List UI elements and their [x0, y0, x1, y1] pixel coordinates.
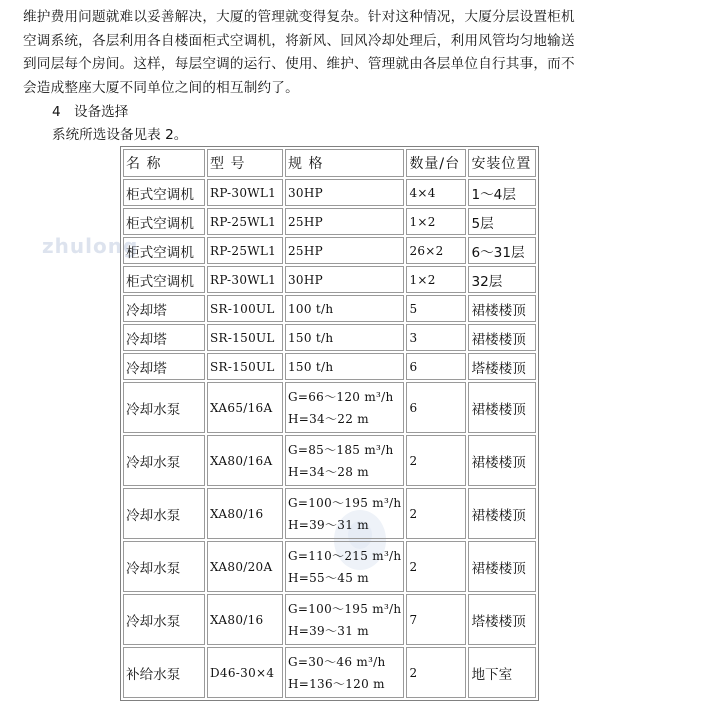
table-row — [123, 208, 536, 235]
cell-spec — [285, 295, 404, 322]
paragraph-line: 维护费用问题就难以妥善解决，大厦的管理就变得复杂。针对这种情况，大厦分层设置柜机 — [23, 9, 575, 25]
cell-model: XA65/16A — [207, 382, 283, 433]
table-header-row — [123, 149, 536, 177]
cell-name: 柜式空调机 — [123, 179, 205, 206]
table-row — [123, 237, 536, 264]
cell-name: 冷却塔 — [123, 324, 205, 351]
table-row — [123, 295, 536, 322]
cell-location: 裙楼楼顶 — [468, 541, 536, 592]
cell-location: 裙楼楼顶 — [468, 435, 536, 486]
header-qty: 数量/台 — [406, 149, 466, 177]
spec-line: G=30～46 m³/h — [288, 654, 386, 669]
cell-name: 柜式空调机 — [123, 237, 205, 264]
cell-model: RP-30WL1 — [207, 179, 283, 206]
spec-line: H=39～31 m — [288, 517, 369, 532]
cell-spec — [285, 382, 404, 433]
cell-qty: 6 — [406, 382, 466, 433]
cell-location: 塔楼楼顶 — [468, 594, 536, 645]
spec-line: 30HP — [288, 272, 324, 287]
table-row — [123, 541, 536, 592]
cell-name: 柜式空调机 — [123, 266, 205, 293]
cell-spec — [285, 179, 404, 206]
cell-model: RP-25WL1 — [207, 208, 283, 235]
spec-line: G=66～120 m³/h — [288, 389, 394, 404]
table-row — [123, 594, 536, 645]
cell-name: 补给水泵 — [123, 647, 205, 698]
spec-line: H=136～120 m — [288, 676, 385, 691]
cell-model: XA80/16 — [207, 488, 283, 539]
cell-name: 冷却水泵 — [123, 594, 205, 645]
cell-model: XA80/16A — [207, 435, 283, 486]
spec-line: 25HP — [288, 243, 324, 258]
cell-spec — [285, 435, 404, 486]
cell-model: SR-100UL — [207, 295, 283, 322]
cell-spec — [285, 266, 404, 293]
cell-location: 裙楼楼顶 — [468, 382, 536, 433]
spec-line: 25HP — [288, 214, 324, 229]
equipment-table — [120, 146, 539, 701]
table-row — [123, 382, 536, 433]
cell-location: 裙楼楼顶 — [468, 295, 536, 322]
cell-qty: 5 — [406, 295, 466, 322]
cell-model: SR-150UL — [207, 324, 283, 351]
spec-line: 150 t/h — [288, 359, 334, 374]
cell-model: SR-150UL — [207, 353, 283, 380]
cell-qty: 2 — [406, 541, 466, 592]
cell-location: 裙楼楼顶 — [468, 488, 536, 539]
cell-spec — [285, 488, 404, 539]
cell-qty: 6 — [406, 353, 466, 380]
cell-spec — [285, 541, 404, 592]
cell-name: 冷却水泵 — [123, 488, 205, 539]
watermark-text: zhulong — [42, 234, 139, 258]
cell-location: 1～4层 — [468, 179, 536, 206]
cell-name: 冷却塔 — [123, 353, 205, 380]
cell-location: 32层 — [468, 266, 536, 293]
header-location: 安装位置 — [468, 149, 536, 177]
section-title: 设备选择 — [74, 104, 129, 120]
table-row — [123, 266, 536, 293]
header-model: 型 号 — [207, 149, 283, 177]
cell-qty: 1×2 — [406, 266, 466, 293]
table-row — [123, 353, 536, 380]
cell-qty: 7 — [406, 594, 466, 645]
cell-location: 地下室 — [468, 647, 536, 698]
paragraph-line: 到同层每个房间。这样，每层空调的运行、使用、维护、管理就由各层单位自行其事，而不 — [23, 56, 575, 72]
cell-qty: 26×2 — [406, 237, 466, 264]
table-intro: 系统所选设备见表 2。 — [52, 127, 188, 143]
spec-line: G=110～215 m³/h — [288, 548, 402, 563]
paragraph-line: 会造成整座大厦不同单位之间的相互制约了。 — [23, 79, 299, 96]
cell-name: 冷却水泵 — [123, 382, 205, 433]
cell-name: 冷却水泵 — [123, 541, 205, 592]
cell-name: 冷却塔 — [123, 295, 205, 322]
cell-qty: 1×2 — [406, 208, 466, 235]
cell-model: RP-25WL1 — [207, 237, 283, 264]
cell-qty: 3 — [406, 324, 466, 351]
cell-model: RP-30WL1 — [207, 266, 283, 293]
table-row — [123, 324, 536, 351]
cell-qty: 2 — [406, 647, 466, 698]
table-row — [123, 488, 536, 539]
cell-qty: 4×4 — [406, 179, 466, 206]
cell-name: 柜式空调机 — [123, 208, 205, 235]
cell-qty: 2 — [406, 488, 466, 539]
cell-location: 5层 — [468, 208, 536, 235]
spec-line: 100 t/h — [288, 301, 334, 316]
spec-line: G=85～185 m³/h — [288, 442, 394, 457]
spec-line: H=39～31 m — [288, 623, 369, 638]
cell-location: 裙楼楼顶 — [468, 324, 536, 351]
header-spec: 规 格 — [285, 149, 404, 177]
section-heading — [52, 101, 128, 123]
cell-spec — [285, 647, 404, 698]
cell-location: 6～31层 — [468, 237, 536, 264]
spec-line: H=34～28 m — [288, 464, 369, 479]
cell-location: 塔楼楼顶 — [468, 353, 536, 380]
cell-name: 冷却水泵 — [123, 435, 205, 486]
spec-line: 30HP — [288, 185, 324, 200]
table-row — [123, 435, 536, 486]
cell-qty: 2 — [406, 435, 466, 486]
paragraph-line: 空调系统，各层利用各自楼面柜式空调机，将新风、回风冷却处理后，利用风管均匀地输送 — [23, 32, 575, 49]
spec-line: H=34～22 m — [288, 411, 369, 426]
spec-line: G=100～195 m³/h — [288, 601, 402, 616]
table-row — [123, 647, 536, 698]
cell-spec — [285, 353, 404, 380]
cell-model: D46-30×4 — [207, 647, 283, 698]
cell-model: XA80/16 — [207, 594, 283, 645]
section-number: 4 — [52, 104, 61, 120]
cell-spec — [285, 208, 404, 235]
body-paragraph — [23, 6, 713, 100]
header-name: 名 称 — [123, 149, 205, 177]
spec-line: H=55～45 m — [288, 570, 369, 585]
cell-model: XA80/20A — [207, 541, 283, 592]
cell-spec — [285, 324, 404, 351]
cell-spec — [285, 594, 404, 645]
cell-spec — [285, 237, 404, 264]
table-row — [123, 179, 536, 206]
spec-line: 150 t/h — [288, 330, 334, 345]
spec-line: G=100～195 m³/h — [288, 495, 402, 510]
